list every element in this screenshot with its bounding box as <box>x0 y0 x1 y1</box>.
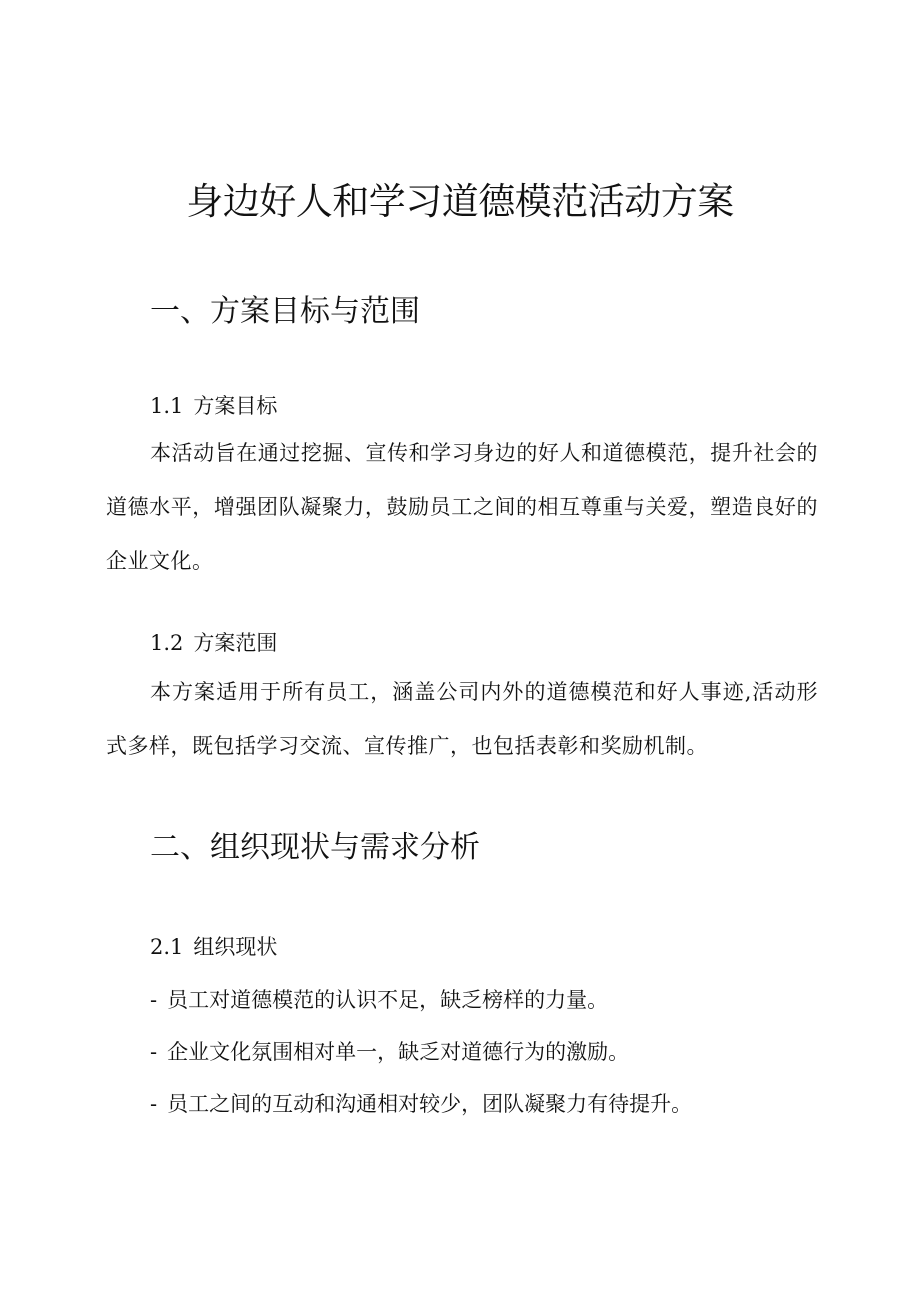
subsection-number: 2.1 <box>150 935 184 959</box>
subsection-number: 1.1 <box>150 394 184 418</box>
bullet-marker: - <box>150 988 158 1012</box>
subsection-number: 1.2 <box>150 631 184 655</box>
subsection-heading-1-1 <box>150 390 277 422</box>
list-item-text: 员工对道德模范的认识不足，缺乏榜样的力量。 <box>167 988 609 1012</box>
subsection-heading-1-2 <box>150 627 277 659</box>
list-item-text: 员工之间的互动和沟通相对较少，团队凝聚力有待提升。 <box>167 1092 693 1116</box>
bullet-marker: - <box>150 1092 158 1116</box>
subsection-title: 方案目标 <box>193 394 278 418</box>
subsection-title: 组织现状 <box>193 935 278 959</box>
paragraph-1-1: 本活动旨在通过挖掘、宣传和学习身边的好人和道德模范，提升社会的道德水平，增强团队凝聚力，鼓励员工之间的相互尊重与关爱，塑造良好的企业文化。 <box>106 441 818 573</box>
list-item <box>150 1036 629 1068</box>
paragraph-1-2: 本方案适用于所有员工，涵盖公司内外的道德模范和好人事迹,活动形式多样，既包括学习交流、宣传推广，也包括表彰和奖励机制。 <box>106 680 818 758</box>
list-item-text: 企业文化氛围相对单一，缺乏对道德行为的激励。 <box>167 1040 630 1064</box>
section-heading-2: 二、组织现状与需求分析 <box>150 830 480 865</box>
section-heading-1: 一、方案目标与范围 <box>150 294 420 329</box>
subsection-title: 方案范围 <box>193 631 278 655</box>
subsection-heading-2-1 <box>150 931 277 963</box>
list-item <box>150 1088 692 1120</box>
document-title: 身边好人和学习道德模范活动方案 <box>186 180 734 223</box>
list-item <box>150 984 608 1016</box>
bullet-marker: - <box>150 1040 158 1064</box>
